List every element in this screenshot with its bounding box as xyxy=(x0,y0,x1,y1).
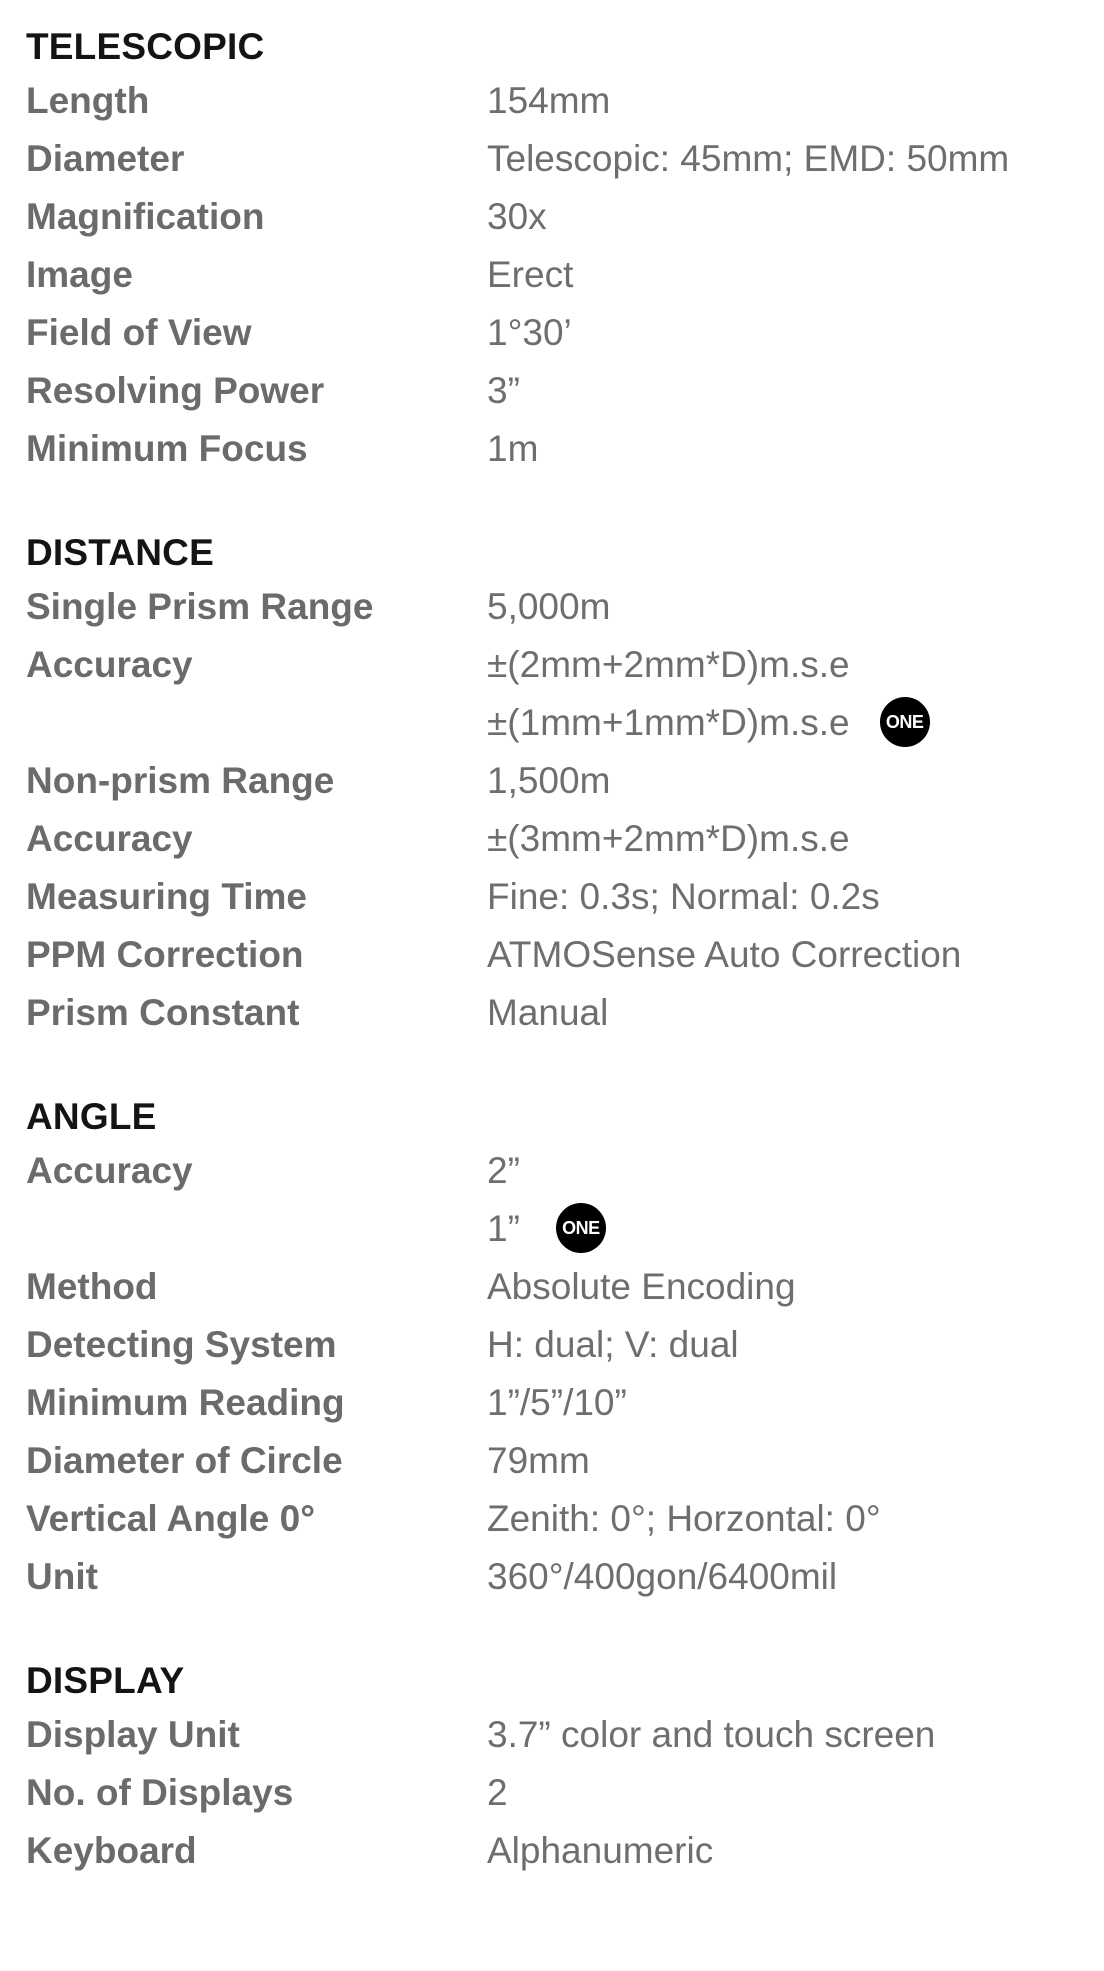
spec-value: ±(3mm+2mm*D)m.s.e xyxy=(487,818,850,859)
spec-value: Absolute Encoding xyxy=(487,1266,796,1307)
spec-value-cell xyxy=(487,362,520,420)
spec-value: 1” xyxy=(487,1208,520,1249)
spec-value-cell xyxy=(487,578,610,636)
spec-label: Method xyxy=(26,1266,158,1307)
spec-row xyxy=(0,1764,1104,1822)
spec-value: 1,500m xyxy=(487,760,611,801)
one-badge-icon: ONE xyxy=(880,697,930,747)
spec-value: 1”/5”/10” xyxy=(487,1382,627,1423)
spec-row xyxy=(0,1316,1104,1374)
spec-row xyxy=(0,1258,1104,1316)
spec-value: H: dual; V: dual xyxy=(487,1324,739,1365)
spec-label: Field of View xyxy=(26,312,252,353)
spec-value: 1°30’ xyxy=(487,312,572,353)
spec-row xyxy=(0,304,1104,362)
spec-label: Prism Constant xyxy=(26,992,300,1033)
spec-row xyxy=(0,1490,1104,1548)
section-title: ANGLE xyxy=(26,1096,157,1137)
spec-value: Manual xyxy=(487,992,609,1033)
spec-label: Minimum Focus xyxy=(26,428,308,469)
spec-value-cell xyxy=(487,1142,520,1200)
spec-value-cell xyxy=(487,1258,796,1316)
spec-row xyxy=(0,752,1104,810)
spec-row xyxy=(0,578,1104,636)
spec-label: Diameter of Circle xyxy=(26,1440,343,1481)
spec-label: Vertical Angle 0° xyxy=(26,1498,315,1539)
spec-value: 154mm xyxy=(487,80,611,121)
spec-row xyxy=(0,1200,1104,1258)
spec-label: Display Unit xyxy=(26,1714,240,1755)
one-badge-icon: ONE xyxy=(556,1203,606,1253)
spec-label: Resolving Power xyxy=(26,370,325,411)
spec-value-cell xyxy=(487,984,608,1042)
spec-row xyxy=(0,130,1104,188)
spec-row xyxy=(0,72,1104,130)
spec-label: Length xyxy=(26,80,150,121)
spec-value: Zenith: 0°; Horzontal: 0° xyxy=(487,1498,881,1539)
spec-value-cell xyxy=(487,1706,935,1764)
section-title: DISTANCE xyxy=(26,532,214,573)
spec-label: Measuring Time xyxy=(26,876,308,917)
spec-label: Accuracy xyxy=(26,1150,193,1191)
spec-row xyxy=(0,1706,1104,1764)
spec-label: Detecting System xyxy=(26,1324,337,1365)
spec-row xyxy=(0,810,1104,868)
spec-label: Accuracy xyxy=(26,818,193,859)
spec-row xyxy=(0,188,1104,246)
spec-value: 1m xyxy=(487,428,539,469)
spec-value: Fine: 0.3s; Normal: 0.2s xyxy=(487,876,880,917)
spec-value: 3” xyxy=(487,370,520,411)
section-display xyxy=(0,1656,1104,1880)
spec-row xyxy=(0,1432,1104,1490)
spec-value-cell xyxy=(487,1764,508,1822)
spec-row xyxy=(0,362,1104,420)
section-distance xyxy=(0,528,1104,1042)
spec-row xyxy=(0,984,1104,1042)
spec-value: 3.7” color and touch screen xyxy=(487,1714,936,1755)
spec-label: Keyboard xyxy=(26,1830,197,1871)
spec-label: Single Prism Range xyxy=(26,586,374,627)
spec-value-cell xyxy=(487,1200,606,1258)
spec-value-cell xyxy=(487,1548,837,1606)
spec-value: 30x xyxy=(487,196,547,237)
spec-row xyxy=(0,636,1104,694)
spec-value-cell xyxy=(487,1490,881,1548)
spec-value-cell xyxy=(487,246,573,304)
spec-value-cell xyxy=(487,304,572,362)
spec-row xyxy=(0,246,1104,304)
spec-row xyxy=(0,926,1104,984)
spec-value-cell xyxy=(487,694,930,752)
spec-value-cell xyxy=(487,810,850,868)
spec-label: Minimum Reading xyxy=(26,1382,345,1423)
spec-row xyxy=(0,1374,1104,1432)
spec-value-cell xyxy=(487,420,538,478)
spec-value: 360°/400gon/6400mil xyxy=(487,1556,838,1597)
spec-value: Telescopic: 45mm; EMD: 50mm xyxy=(487,138,1010,179)
spec-row xyxy=(0,1548,1104,1606)
spec-label: Non-prism Range xyxy=(26,760,335,801)
spec-row xyxy=(0,420,1104,478)
section-title: DISPLAY xyxy=(26,1660,185,1701)
spec-value: 5,000m xyxy=(487,586,611,627)
spec-value-cell xyxy=(487,72,610,130)
spec-label: Image xyxy=(26,254,133,295)
spec-value: Alphanumeric xyxy=(487,1830,714,1871)
spec-value-cell xyxy=(487,926,961,984)
spec-row xyxy=(0,1822,1104,1880)
spec-label: Magnification xyxy=(26,196,265,237)
spec-value-cell xyxy=(487,130,1009,188)
spec-value-cell xyxy=(487,868,880,926)
spec-value: ±(2mm+2mm*D)m.s.e xyxy=(487,644,850,685)
spec-row xyxy=(0,694,1104,752)
spec-value-cell xyxy=(487,1432,590,1490)
spec-value: 2” xyxy=(487,1150,520,1191)
spec-row xyxy=(0,1142,1104,1200)
spec-value-cell xyxy=(487,636,850,694)
section-title: TELESCOPIC xyxy=(26,26,265,67)
spec-value-cell xyxy=(487,188,547,246)
section-angle xyxy=(0,1092,1104,1606)
spec-value: ±(1mm+1mm*D)m.s.e xyxy=(487,702,850,743)
spec-value: 79mm xyxy=(487,1440,590,1481)
spec-label: Unit xyxy=(26,1556,98,1597)
spec-label: Accuracy xyxy=(26,644,193,685)
spec-value: Erect xyxy=(487,254,574,295)
spec-value-cell xyxy=(487,1374,627,1432)
spec-value-cell xyxy=(487,752,610,810)
spec-value: 2 xyxy=(487,1772,508,1813)
spec-value-cell xyxy=(487,1822,713,1880)
spec-label: No. of Displays xyxy=(26,1772,294,1813)
spec-label: PPM Correction xyxy=(26,934,304,975)
spec-value-cell xyxy=(487,1316,739,1374)
spec-label: Diameter xyxy=(26,138,185,179)
section-telescopic xyxy=(0,22,1104,478)
spec-row xyxy=(0,868,1104,926)
spec-value: ATMOSense Auto Correction xyxy=(487,934,962,975)
